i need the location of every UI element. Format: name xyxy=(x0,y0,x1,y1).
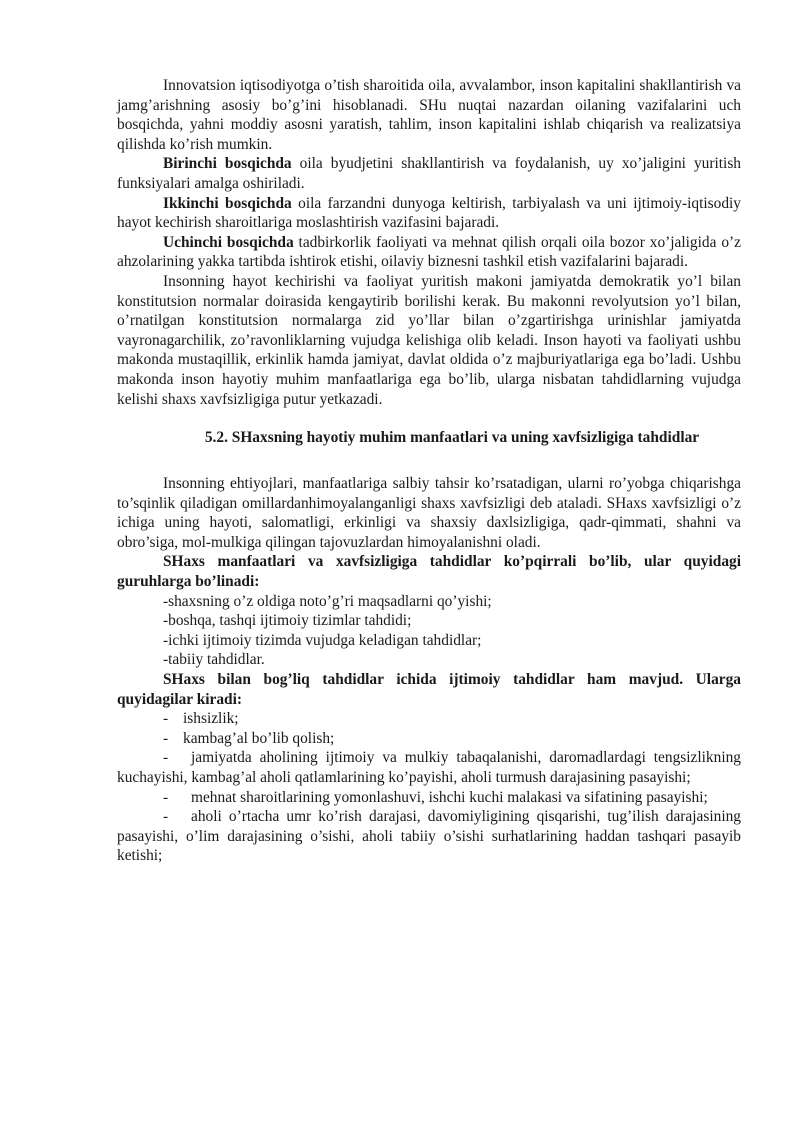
stage-2-text: oila farzandni dunyoga keltirish, tarbiyalash va uni ijtimoiy-iqtisodiy hayot kechirish sharoitlariga moslashtirish vazifasini bajaradi. xyxy=(117,194,741,232)
list-item: -ichki ijtimoiy tizimda vujudga keladigan tahdidlar; xyxy=(163,631,482,649)
list-item xyxy=(117,729,741,749)
list-dash: - xyxy=(163,729,169,747)
list-dash: - xyxy=(163,749,169,767)
section-heading: 5.2. SHaxsning hayotiy muhim manfaatlari va uning xavfsizligiga tahdidlar xyxy=(204,429,700,447)
stage-1-text: oila byudjetini shakllantirish va foydalanish, uy xo’jaligini yuritish funksiyalari amalga oshiriladi. xyxy=(117,155,742,192)
list-item xyxy=(117,807,741,866)
list-item: -tabiiy tahdidlar. xyxy=(163,651,265,669)
list-item: -boshqa, tashqi ijtimoiy tizimlar tahdidi; xyxy=(163,612,412,630)
list-item: -shaxsning o’z oldiga noto’g’ri maqsadlarni qo’yishi; xyxy=(163,592,492,610)
stage-3-text: tadbirkorlik faoliyati va mehnat qilish orqali oila bozor xo’jaligida o’z ahzolarining yakka tartibda ishtirok etishi, oilaviy biznesni tashkil etish vazifalarini bajaradi. xyxy=(117,233,741,271)
intro-paragraph: Innovatsion iqtisodiyotga o’tish sharoitida oila, avvalambor, inson kapitalini shakllantirish va jamg’arishning asosiy bo’g’ini hisoblanadi. SHu nuqtai nazardan oilaning vazifalarini uch bosqichda, yahni moddiy asosni yaratish, tahlim, inson kapitalini ishlab chiqarish va realizatsiya qilishda ko’rish mumkin. xyxy=(117,77,741,153)
stage-2-lead: Ikkinchi bosqichda xyxy=(163,194,292,212)
space-paragraph: Insonning hayot kechirishi va faoliyat yuritish makoni jamiyatda demokratik yo’l bilan konstitutsion normalar doirasida kengaytirib borilishi kerak. Bu makonni revolyutsion yo’l bilan, o’rnatilgan konstitutsion normalarga zid yo’llar bilan o’zgartirishga urinishlar jamiyatda vayronagarchilik, zo’ravonliklarning vujudga kelishiga olib keladi. Inson hayoti va faoliyati ushbu makonda mustaqillik, erkinlik hamda jamiyat, davlat oldida o’z majburiyatlariga ega bo’ladi. Ushbu makonda inson hayotiy muhim manfaatlariga ega bo’lib, ularga nisbatan tahdidlarning vujudga kelishi shaxs xavfsizligiga putur yetkazadi. xyxy=(117,272,741,408)
stage-3-lead: Uchinchi bosqichda xyxy=(163,233,294,251)
list-dash: - xyxy=(163,808,169,826)
stage-3-paragraph xyxy=(117,233,741,272)
list-dash: - xyxy=(163,710,169,728)
definition-paragraph: Insonning ehtiyojlari, manfaatlariga salbiy tahsir ko’rsatadigan, ularni ro’yobga chiqarishga to’sqinlik qiladigan omillardanhimoyalanganligi shaxs xavfsizligi deb ataladi. SHaxs xavfsizligi o’z ichiga uning hayoti, salomatligi, erkinligi va shaxsiy daxlsizligiga, qadr-qimmati, shahni va obro’siga, mol-mulkiga qilingan tajovuzlardan himoyalanishni oladi. xyxy=(117,475,741,551)
social-threats-heading: SHaxs bilan bog’liq tahdidlar ichida ijtimoiy tahdidlar ham mavjud. Ularga quyidagilar kiradi: xyxy=(117,671,741,708)
list-item-text: mehnat sharoitlarining yomonlashuvi, ishchi kuchi malakasi va sifatining pasayishi; xyxy=(191,788,708,806)
list-item xyxy=(117,709,741,729)
list-item xyxy=(117,788,741,808)
list-item-text: ishsizlik; xyxy=(183,710,239,728)
document-page xyxy=(117,76,741,866)
list-dash: - xyxy=(163,788,169,806)
list-item xyxy=(117,748,741,787)
list-item-text: aholi o’rtacha umr ko’rish darajasi, davomiyligining qisqarishi, tug’ilish darajasining pasayishi, o’lim darajasining o’sishi, aholi tabiiy o’sishi surhatlarining haddan tashqari pasayib ketishi; xyxy=(117,808,741,865)
stage-1-paragraph xyxy=(117,154,741,193)
list-item-text: jamiyatda aholining ijtimoiy va mulkiy tabaqalanishi, daromadlardagi tengsizlikning kuchayishi, kambag’al aholi qatlamlarining ko’payishi, aholi turmush darajasining pasayishi; xyxy=(117,749,741,786)
stage-2-paragraph xyxy=(117,194,741,233)
threat-groups-heading: SHaxs manfaatlari va xavfsizligiga tahdidlar ko’pqirrali bo’lib, ular quyidagi guruhlarga bo’linadi: xyxy=(117,553,741,591)
list-item-text: kambag’al bo’lib qolish; xyxy=(183,729,335,747)
stage-1-lead: Birinchi bosqichda xyxy=(163,155,292,173)
